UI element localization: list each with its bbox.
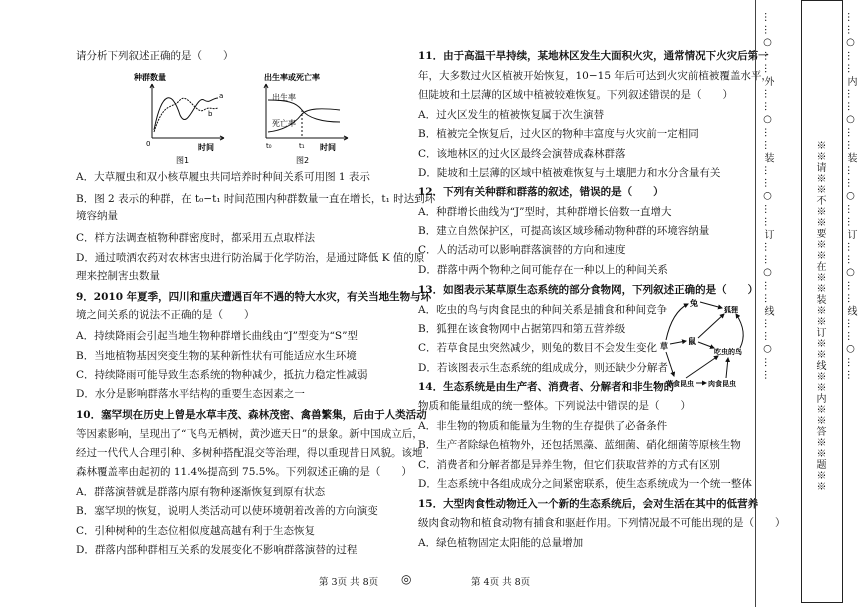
q9-option: C．持续降雨可能导致生态系统的物种减少，抵抗力稳定性减弱: [76, 369, 368, 381]
q13-option: B．狐狸在该食物网中占据第四和第五营养级: [418, 323, 626, 335]
q15-option: A．绿色植物固定太阳能的总量增加: [418, 537, 584, 549]
q8-option: 理来控制害虫数量: [76, 270, 160, 282]
q9-option: B．当地植物基因突变生物的某种新性状有可能适应水生环境: [76, 350, 357, 362]
inner-binding-line: ……○……内……○……装……○……订……○……线……○……: [845, 12, 856, 383]
q11-stem: 年，大多数过火区植被开始恢复，10−15 年后可达到火灾前植被覆盖水平，: [418, 70, 772, 82]
node-herb-insect: 草食昆虫: [666, 380, 694, 388]
q8-option: C．样方法调查植物种群密度时，都采用五点取样法: [76, 232, 316, 244]
fig1-xlabel: 时间: [198, 143, 214, 152]
q11-option: A．过火区发生的植被恢复属于次生演替: [418, 109, 605, 121]
q11-option: D．陡坡和土层薄的区域中植被难恢复与土壤肥力和水分含量有关: [418, 167, 721, 179]
q14-option: C．消费者和分解者都是异养生物，但它们获取营养的方式有区别: [418, 459, 721, 471]
node-rabbit: 兔: [690, 299, 698, 308]
node-carn-insect: 肉食昆虫: [708, 380, 736, 388]
q10-option: C．引种树种的生态位相似度越高越有利于生态恢复: [76, 525, 316, 537]
figure-1: [132, 70, 232, 166]
node-grass: 草: [660, 342, 668, 351]
fig1-origin: 0: [146, 140, 151, 148]
q10-option: D．群落内部种群相互关系的发展变化不影响群落演替的过程: [76, 544, 358, 556]
fig2-t1: t₁: [299, 142, 305, 150]
fig2-t0: t₀: [266, 142, 272, 150]
question-intro: 请分析下列叙述正确的是（ ）: [76, 50, 234, 62]
q9-option: D．水分是影响群落水平结构的重要生态因素之一: [76, 388, 305, 400]
q11-option: C．该地林区的过火区最终会演替成森林群落: [418, 148, 626, 160]
fig2-xlabel: 时间: [320, 143, 336, 152]
q12-option: C．人的活动可以影响群落演替的方向和速度: [418, 244, 626, 256]
fig1-ylabel: 种群数量: [134, 73, 166, 82]
q10-stem: 经过一代代人合理引种、多树种搭配混交等治理，得以重现昔日风貌。该地: [76, 447, 423, 459]
q12-stem: 12．下列有关种群和群落的叙述，错误的是（ ）: [418, 186, 664, 198]
q15-stem: 级肉食动物和植食动物有捕食和驱赶作用。下列情况最不可能出现的是（ ）: [418, 517, 786, 529]
fig1-label-a: a: [219, 92, 224, 100]
q10-stem: 森林覆盖率由起初的 11.4%提高到 75.5%。下列叙述正确的是（ ）: [76, 466, 412, 478]
q10-option: B．塞罕坝的恢复，说明人类活动可以使环境朝着改善的方向演变: [76, 505, 378, 517]
q11-stem: 但陡坡和土层薄的区域中植被较难恢复。下列叙述错误的是（ ）: [418, 89, 733, 101]
fig1-label-b: b: [208, 110, 213, 118]
q9-stem: 9．2010 年夏季，四川和重庆遭遇百年不遇的特大水灾，有关当地生物与环: [76, 291, 432, 303]
q8-option: 境容纳量: [76, 210, 118, 222]
q10-stem: 10．塞罕坝在历史上曾是水草丰茂、森林茂密、禽兽繁集，后由于人类活动: [76, 409, 427, 421]
q9-option: A．持续降雨会引起当地生物种群增长曲线由“J”型变为“S”型: [76, 330, 358, 342]
q8-option: A．大草履虫和双小核草履虫共同培养时种间关系可用图 1 表示: [76, 171, 370, 183]
q10-option: A．群落演替就是群落内原有物种逐渐恢复到原有状态: [76, 486, 326, 498]
q11-option: B．植被完全恢复后，过火区的物种丰富度与火灾前一定相同: [418, 128, 699, 140]
q12-option: D．群落中两个物种之间可能存在一种以上的种间关系: [418, 264, 668, 276]
q11-stem: 11．由于高温干旱持续，某地林区发生大面积火灾，通常情况下火灾后第一: [418, 50, 769, 62]
q13-stem: 13．如图表示某草原生态系统的部分食物网，下列叙述正确的是（ ）: [418, 284, 759, 296]
q13-option: A．吃虫的鸟与肉食昆虫的种间关系是捕食和种间竞争: [418, 304, 668, 316]
node-fox: 狐狸: [724, 306, 738, 314]
q14-stem: 14．生态系统是由生产者、消费者、分解者和非生物的: [418, 381, 675, 393]
q14-option: A．非生物的物质和能量为生物的生存提供了必备条件: [418, 420, 668, 432]
q12-option: B．建立自然保护区，可提高该区域珍稀动物种群的环境容纳量: [418, 225, 710, 237]
q14-option: B．生产者除绿色植物外，还包括黑藻、蓝细菌、硝化细菌等原核生物: [418, 439, 741, 451]
fig2-ylabel: 出生率或死亡率: [264, 73, 320, 82]
q13-option: D．若该图表示生态系统的组成成分，则还缺少分解者: [418, 362, 668, 374]
food-web-diagram: [656, 292, 752, 392]
figure-2: [252, 70, 362, 166]
q12-option: A．种群增长曲线为“J”型时，其种群增长倍数一直增大: [418, 206, 672, 218]
fig1-caption: 图1: [176, 156, 190, 165]
q8-option: D．通过喷洒农药对农林害虫进行防治属于化学防治，是通过降低 K 值的原: [76, 252, 425, 264]
page-footer-left: 第 3页 共 8页: [319, 577, 379, 588]
q13-option: C．若草食昆虫突然减少，则兔的数目不会发生变化: [418, 342, 658, 354]
q14-stem: 物质和能量组成的统一整体。下列说法中错误的是（ ）: [418, 400, 691, 412]
q14-option: D．生态系统中各组成成分之间紧密联系，使生态系统成为一个统一整体: [418, 478, 752, 490]
outer-binding-line: ……○……外……○……装……○……订……○……线……○……: [762, 12, 773, 383]
center-mark-icon: ◎: [401, 572, 412, 586]
q9-stem: 境之间关系的说法不正确的是（ ）: [76, 309, 255, 321]
node-mouse: 鼠: [688, 337, 696, 346]
fig2-birth-label: 出生率: [272, 93, 296, 102]
fig2-death-label: 死亡率: [272, 119, 296, 128]
node-bird: 吃虫的鸟: [714, 348, 742, 356]
q8-option: B．图 2 表示的种群，在 t₀−t₁ 时间范围内种群数量一直在增长，t₁ 时达到环: [76, 193, 436, 205]
q15-stem: 15．大型肉食性动物迁入一个新的生态系统后，会对生活在其中的低营养: [418, 498, 759, 510]
binding-warning: ※※请※※不※※要※※在※※装※※订※※线※※内※※答※※题※※: [814, 140, 825, 492]
page-footer-right: 第 4页 共 8页: [471, 577, 531, 588]
fig2-caption: 图2: [296, 156, 310, 165]
q10-stem: 等因素影响，呈现出了“飞鸟无栖树，黄沙遮天日”的景象。新中国成立后，: [76, 428, 423, 440]
